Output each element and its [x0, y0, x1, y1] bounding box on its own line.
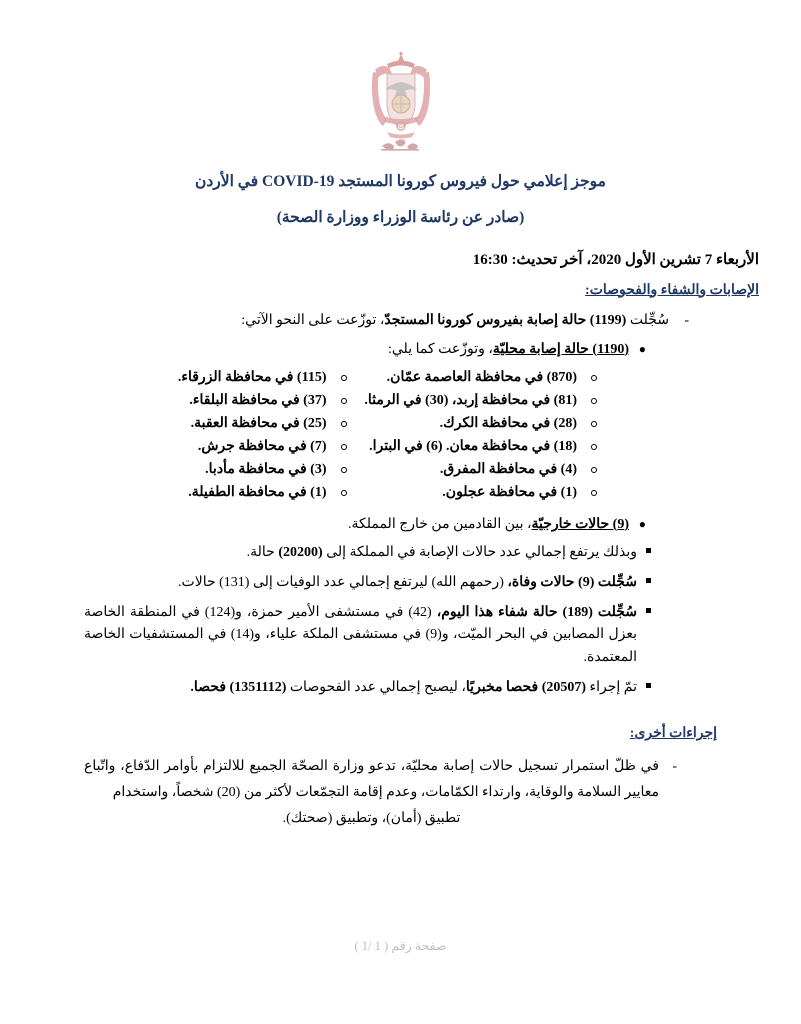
- page-subtitle: (صادر عن رئاسة الوزراء ووزارة الصحة): [276, 209, 525, 227]
- governorate-entry: (81) في محافظة إربد، (30) في الرمثا.: [364, 392, 577, 408]
- bullet-circle-icon: [591, 467, 597, 473]
- local-cases-line: [42, 339, 759, 360]
- local-cases-value: (1190) حالة إصابة محليّة: [492, 341, 629, 357]
- list-item: [359, 413, 600, 435]
- emblem-container: [42, 0, 759, 154]
- jordan-coat-of-arms-icon: [357, 52, 445, 154]
- governorate-entry: (25) في محافظة العقبة.: [190, 415, 327, 431]
- dash-marker: -: [672, 759, 677, 775]
- bullet-circle-icon: [341, 398, 347, 404]
- deaths-value: سُجِّلت (9) حالات وفاة،: [507, 574, 637, 590]
- bullet-circle-icon: [341, 490, 347, 496]
- tests-line: [42, 677, 759, 700]
- governorate-entry: (3) في محافظة مأدبا.: [205, 461, 327, 477]
- governorate-entry: (870) في محافظة العاصمة عمّان.: [386, 369, 577, 385]
- tests-total-value: (1351112) فحصا.: [190, 679, 287, 695]
- dash-marker: -: [684, 312, 689, 328]
- list-item: [108, 413, 349, 435]
- measures-line-2: معايير السلامة والوقاية، وارتداء الكمّامات، وعدم إقامة التجمّعات لأكثر من (20) شخصاً، واستخدام: [112, 785, 659, 801]
- other-measures-paragraph: [42, 754, 759, 832]
- page-number-footer: صفحة رقم ( 1 /1 ): [354, 939, 447, 953]
- external-cases-line: [42, 514, 759, 535]
- deaths-suffix: (رحمهم الله) ليرتفع إجمالي عدد الوفيات إلى (131) حالات.: [178, 574, 508, 590]
- external-cases-value: (9) حالات خارجيّة: [531, 517, 629, 533]
- local-cases-suffix: ، وتوزّعت كما يلي:: [388, 341, 493, 357]
- section-heading-cases-label: الإصابات والشفاء والفحوصات:: [585, 282, 759, 298]
- governorate-entry: (115) في محافظة الزرقاء.: [177, 369, 327, 385]
- total-cases-value: (1199) حالة إصابة بفيروس كورونا المستجدّ: [384, 312, 627, 328]
- governorate-entry: (1) في محافظة عجلون.: [442, 485, 577, 501]
- bullet-circle-icon: [591, 375, 597, 381]
- total-cases-prefix: سُجِّلت: [626, 312, 669, 328]
- date-and-update-time: الأربعاء 7 تشرين الأول 2020، آخر تحديث: 16:30: [472, 251, 759, 268]
- total-cases-line: [42, 310, 759, 331]
- list-item: [359, 367, 600, 389]
- list-item: [359, 390, 600, 412]
- bullet-square-icon: [646, 608, 651, 613]
- external-cases-suffix: ، بين القادمين من خارج المملكة.: [348, 517, 532, 533]
- tests-today-value: (20507) فحصا مخبريًا: [465, 679, 587, 695]
- section-heading-other-measures-label: إجراءات أخرى:: [629, 726, 717, 742]
- measures-line-1: في ظلّ استمرار تسجيل حالات إصابة محليّة، تدعو وزارة الصحّة الجميع للالتزام بأوامر الدّفاع، واتّباع: [84, 759, 659, 775]
- list-item: [108, 482, 349, 504]
- tests-mid: ، ليصبح إجمالي عدد الفحوصات: [286, 679, 466, 695]
- bullet-circle-icon: [341, 421, 347, 427]
- governorate-entry: (18) في محافظة معان. (6) في البترا.: [369, 438, 577, 454]
- section-heading-cases: [42, 282, 759, 299]
- page-title: موجز إعلامي حول فيروس كورونا المستجد COVID-19 في الأردن: [195, 173, 606, 190]
- governorate-entry: (4) في محافظة المفرق.: [439, 461, 577, 477]
- bullet-square-icon: [646, 548, 651, 553]
- list-item: [359, 436, 600, 458]
- governorate-entry: (28) في محافظة الكرك.: [439, 415, 577, 431]
- deaths-line: [42, 572, 759, 595]
- list-item: [359, 482, 600, 504]
- bullet-circle-icon: [591, 398, 597, 404]
- bullet-circle-icon: [591, 490, 597, 496]
- recoveries-line: [42, 602, 759, 670]
- bullet-circle-icon: [591, 421, 597, 427]
- governorate-entry: (37) في محافظة البلقاء.: [189, 392, 327, 408]
- section-heading-other-measures: [42, 725, 759, 742]
- bullet-circle-icon: [341, 467, 347, 473]
- cumulative-cases-suffix: حالة.: [246, 545, 279, 561]
- cumulative-cases-value: (20200): [278, 545, 323, 561]
- bullet-square-icon: [646, 578, 651, 583]
- recoveries-detail: (42) في مستشفى الأمير حمزة، و(124) في المنطقة الخاصة بعزل المصابين في البحر الميّت، و(9) في مستشفى الملكة علياء، و(14) في المستشفيات الخاصة المعتمدة.: [84, 604, 637, 665]
- recoveries-value: سُجِّلت (189) حالة شفاء هذا اليوم،: [436, 604, 638, 620]
- bullet-circle-icon: [341, 375, 347, 381]
- total-cases-suffix: ، توزّعت على النحو الآتي:: [241, 312, 385, 328]
- cumulative-cases-prefix: وبذلك يرتفع إجمالي عدد حالات الإصابة في المملكة إلى: [322, 545, 637, 561]
- list-item: [108, 436, 349, 458]
- list-item: [108, 390, 349, 412]
- cumulative-cases-line: [42, 542, 759, 565]
- list-item: [359, 459, 600, 481]
- tests-prefix: تمّ إجراء: [586, 679, 637, 695]
- governorate-entry: (1) في محافظة الطفيلة.: [188, 485, 327, 501]
- governorate-entry: (7) في محافظة جرش.: [197, 438, 327, 454]
- list-item: [108, 459, 349, 481]
- governorate-breakdown-list: [42, 367, 759, 505]
- bullet-disc-icon: ●: [638, 341, 646, 356]
- bullet-square-icon: [646, 683, 651, 688]
- bullet-disc-icon: ●: [638, 517, 646, 532]
- list-item: [108, 367, 349, 389]
- measures-line-3: تطبيق (أمان)، وتطبيق (صحتك).: [282, 810, 461, 826]
- bullet-circle-icon: [591, 444, 597, 450]
- bullet-circle-icon: [341, 444, 347, 450]
